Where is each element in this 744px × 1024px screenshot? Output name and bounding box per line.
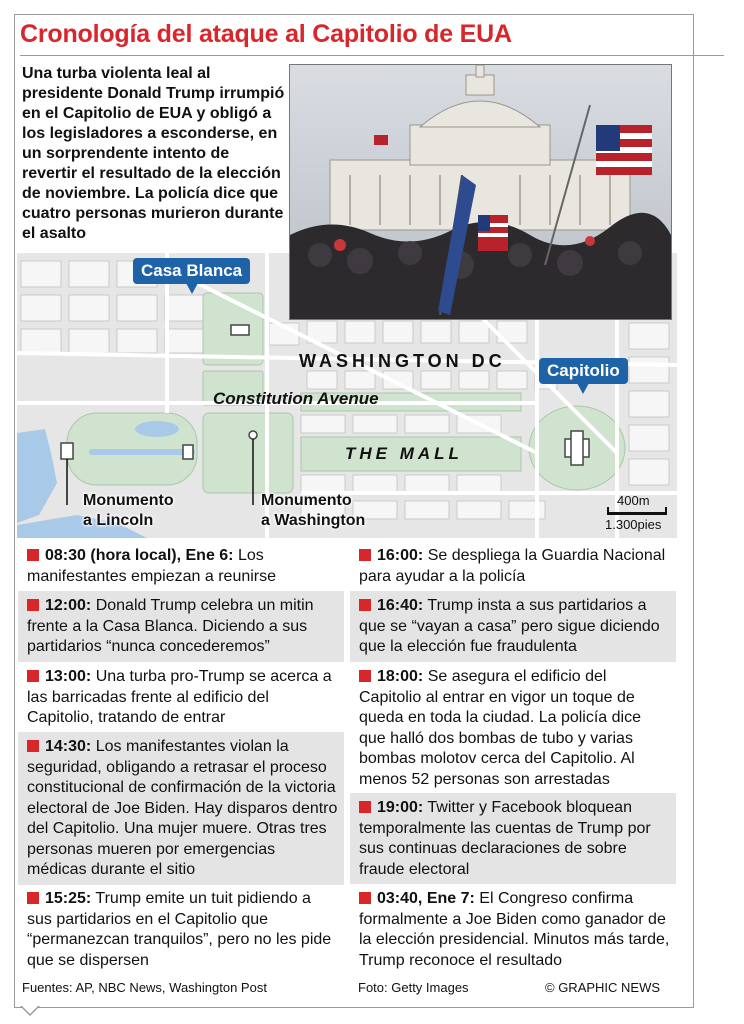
- entry-text: Trump emite un tuit pidiendo a sus partidarios en el Capitolio que “permanezcan tranquilos”, pero no les pide que se dispersen: [27, 890, 332, 969]
- entry-text: Twitter y Facebook bloquean temporalmente las cuentas de Trump por sus continuas declaraciones de sobre fraude electoral: [359, 799, 651, 878]
- title-divider: [20, 55, 724, 56]
- scale-meters: 400m: [617, 493, 650, 508]
- timeline-entry-1800: [350, 662, 676, 794]
- bullet-square: [359, 599, 371, 611]
- entry-time: 03:40, Ene 7:: [377, 890, 475, 907]
- timeline-entry-1200: [18, 591, 344, 662]
- bullet-square: [359, 670, 371, 682]
- bullet-square: [359, 892, 371, 904]
- mall-label: THE MALL: [345, 444, 463, 463]
- bullet-square: [359, 549, 371, 561]
- copyright-credit: © GRAPHIC NEWS: [545, 980, 661, 995]
- timeline-entry-1430: [18, 732, 344, 885]
- entry-text: Se asegura el edificio del Capitolio al entrar en vigor un toque de queda en toda la ciudad. La policía dice que halló dos bombas de tubo y varias bombas molotov cerca del Capitolio. Al menos 52 personas son arrestadas: [359, 668, 641, 788]
- entry-time: 08:30 (hora local), Ene 6:: [45, 547, 234, 564]
- entry-text: Los manifestantes violan la seguridad, obligando a retrasar el proceso constitucional de confirmación de la victoria electoral de Joe Biden. Hay disparos dentro del Capitolio. Una mujer muere. Otras tres personas mueren por emergencias médicas durante el sitio: [27, 738, 338, 878]
- bullet-square: [359, 801, 371, 813]
- photo-credit: Foto: Getty Images: [358, 980, 469, 995]
- entry-time: 15:25:: [45, 890, 92, 907]
- intro-text: Una turba violenta leal al presidente Donald Trump irrumpió en el Capitolio de EUA y obligó a los legisladores a esconderse, en un sorprendente intento de revertir el resultado de la elección de noviembre. La policía dice que cuatro personas murieron durante el asalto: [22, 65, 285, 242]
- bullet-square: [27, 599, 39, 611]
- city-label: WASHINGTON DC: [299, 351, 506, 371]
- page-title: Cronología del ataque al Capitolio de EUA: [20, 20, 512, 48]
- entry-time: 12:00:: [45, 597, 92, 614]
- timeline-entry-0340: [350, 884, 676, 975]
- entry-time: 14:30:: [45, 738, 92, 755]
- frame-notch: [20, 1006, 40, 1016]
- bullet-square: [27, 892, 39, 904]
- washington-label-line1: Monumento: [261, 492, 352, 509]
- entry-time: 19:00:: [377, 799, 424, 816]
- capitol-riot-photo: [289, 64, 672, 320]
- bullet-square: [27, 670, 39, 682]
- avenue-label: Constitution Avenue: [213, 389, 379, 408]
- entry-text: Una turba pro-Trump se acerca a las barricadas frente al edificio del Capitolio, tratando de entrar: [27, 668, 332, 726]
- entry-text: El Congreso confirma formalmente a Joe Biden como ganador de la elección presidencial. Minutos más tarde, Trump reconoce el resultado: [359, 890, 670, 969]
- bullet-square: [27, 549, 39, 561]
- white-house-pin: Casa Blanca: [133, 258, 250, 284]
- timeline-entry-1600: [350, 541, 676, 591]
- timeline-entry-1300: [18, 662, 344, 733]
- capitol-pin: Capitolio: [539, 358, 628, 384]
- timeline-entry-1900: [350, 793, 676, 884]
- lincoln-label-line2: a Lincoln: [83, 512, 154, 529]
- bullet-square: [27, 740, 39, 752]
- entry-text: Donald Trump celebra un mitin frente a la Casa Blanca. Diciendo a sus partidarios “nunca concederemos”: [27, 597, 314, 655]
- entry-text: Los manifestantes empiezan a reunirse: [27, 547, 277, 585]
- lincoln-memorial-label: [83, 491, 174, 531]
- entry-time: 18:00:: [377, 668, 424, 685]
- photo-illustration: [290, 65, 671, 319]
- entry-text: Se despliega la Guardia Nacional para ayudar a la policía: [359, 547, 666, 585]
- lincoln-label-line1: Monumento: [83, 492, 174, 509]
- entry-text: Trump insta a sus partidarios a que se “vayan a casa” pero sigue diciendo que la elección fue fraudulenta: [359, 597, 660, 655]
- timeline-entry-0830: [18, 541, 344, 591]
- timeline-entry-1640: [350, 591, 676, 662]
- washington-label-line2: a Washington: [261, 512, 366, 529]
- entry-time: 16:00:: [377, 547, 424, 564]
- scale-feet: 1.300pies: [605, 517, 662, 532]
- timeline-entry-1525: [18, 884, 344, 975]
- sources-credit: Fuentes: AP, NBC News, Washington Post: [22, 980, 267, 995]
- entry-time: 16:40:: [377, 597, 424, 614]
- entry-time: 13:00:: [45, 668, 92, 685]
- washington-monument-label: [261, 491, 365, 531]
